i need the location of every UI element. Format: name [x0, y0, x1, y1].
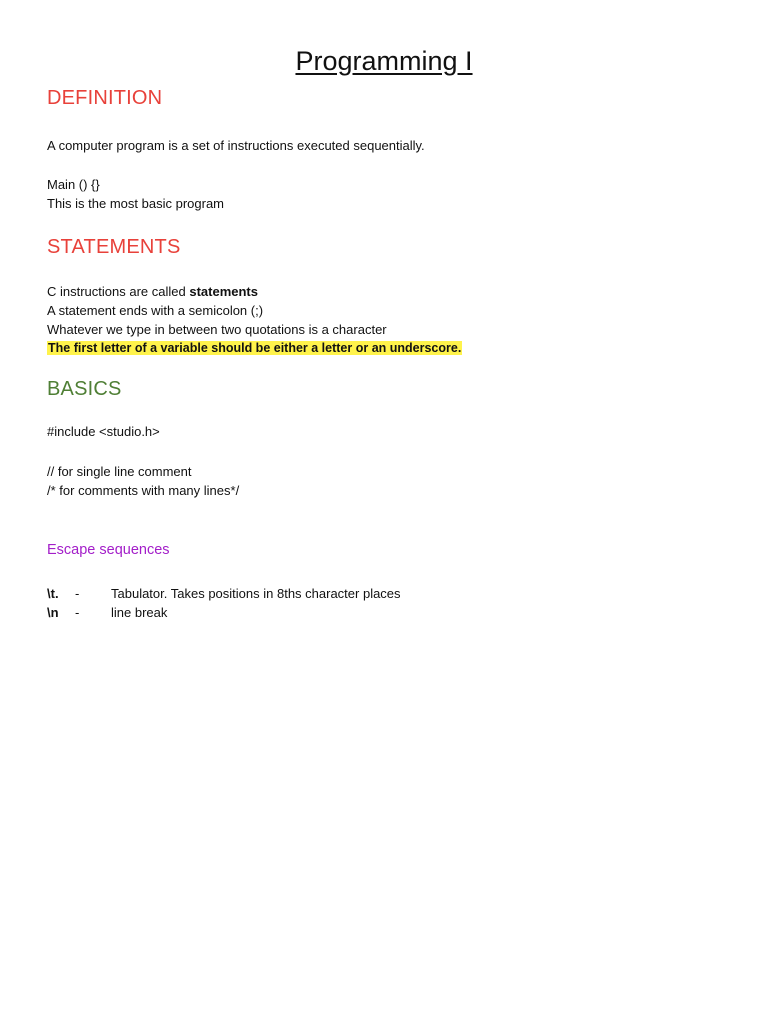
- escape-description: line break: [111, 605, 168, 620]
- basics-multi-comment-line: /* for comments with many lines*/: [47, 483, 240, 498]
- escape-description: Tabulator. Takes positions in 8ths character places: [111, 586, 401, 601]
- escape-key: \t.: [47, 586, 59, 601]
- statements-heading: STATEMENTS: [47, 236, 181, 258]
- basics-heading: BASICS: [47, 378, 122, 400]
- statements-line-1-prefix: C instructions are called: [47, 284, 190, 299]
- statements-line-2: A statement ends with a semicolon (;): [47, 303, 264, 318]
- statements-highlight-line: [47, 339, 462, 357]
- escape-dash: -: [75, 586, 80, 601]
- escape-row: [47, 604, 167, 621]
- statements-line-3: Whatever we type in between two quotations is a character: [47, 322, 387, 337]
- escape-key: \n: [47, 605, 59, 620]
- page-title: Programming I: [295, 46, 473, 76]
- definition-line-3: This is the most basic program: [47, 196, 225, 211]
- statements-keyword: statements: [189, 284, 258, 299]
- basics-include-line: #include <studio.h>: [47, 424, 160, 439]
- escape-dash: -: [75, 605, 80, 620]
- basics-single-comment-line: // for single line comment: [47, 464, 192, 479]
- escape-row: [47, 585, 401, 602]
- escape-sequences-subheading: Escape sequences: [47, 542, 170, 558]
- definition-heading: DEFINITION: [47, 87, 163, 109]
- definition-line-2: Main () {}: [47, 177, 100, 192]
- highlighted-rule: The first letter of a variable should be either a letter or an underscore.: [48, 341, 462, 355]
- definition-line-1: A computer program is a set of instructions executed sequentially.: [47, 138, 425, 153]
- statements-line-1: [47, 283, 258, 300]
